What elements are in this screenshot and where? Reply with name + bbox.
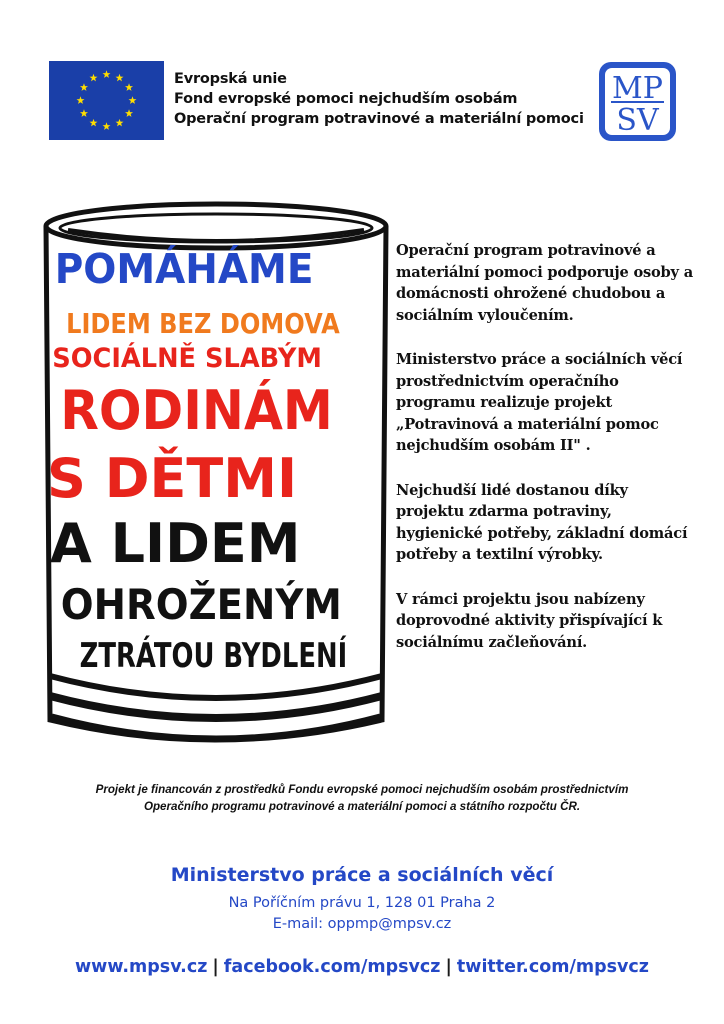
can-line-bez-domova: LIDEM BEZ DOMOVA — [66, 307, 340, 340]
mpsv-logo — [599, 62, 676, 141]
can-line-socialne-slabym: SOCIÁLNĚ SLABÝM — [52, 343, 322, 374]
can-line-rodinam: RODINÁM — [60, 379, 333, 442]
paragraph-program: Operační program potravinové a materiální pomoci podporuje osoby a domácnosti ohrožené chudobou a sociálním vyloučením. — [396, 242, 693, 324]
eu-star-icon — [90, 119, 98, 127]
header-text — [174, 69, 584, 129]
mpsv-logo-top: MP — [612, 71, 663, 106]
eu-star-icon — [103, 70, 111, 78]
ministry-name: Ministerstvo práce a sociálních věcí — [170, 864, 554, 886]
can-line-ohrozenym: OHROŽENÝM — [60, 580, 342, 629]
paragraph-beneficiaries: Nejchudší lidé dostanou díky projektu zdarma potraviny, hygienické potřeby, základní domácí potřeby a textilní výrobky. — [396, 481, 688, 563]
can-line-pomahame: POMÁHÁME — [54, 245, 314, 293]
eu-star-icon — [116, 119, 124, 127]
eu-star-icon — [80, 83, 88, 91]
can-line-ztratou-bydleni: ZTRÁTOU BYDLENÍ — [79, 636, 348, 676]
eu-star-icon — [125, 109, 133, 117]
ministry-address: Na Poříčním právu 1, 128 01 Praha 2 — [228, 895, 496, 911]
project-description — [396, 240, 696, 676]
link-twitter[interactable]: twitter.com/mpsvcz — [456, 957, 649, 977]
footnote-line-1: Projekt je financován z prostředků Fondu evropské pomoci nejchudším osobám prostřednictvím — [95, 783, 629, 796]
ministry-email[interactable]: E-mail: oppmp@mpsv.cz — [272, 916, 452, 932]
funding-footnote — [40, 781, 684, 815]
header-line-eu: Evropská unie — [174, 71, 287, 87]
link-facebook[interactable]: facebook.com/mpsvcz — [223, 957, 441, 977]
mpsv-logo-bottom: SV — [616, 103, 659, 138]
can-line-a-lidem: A LIDEM — [50, 512, 301, 575]
eu-star-icon — [90, 74, 98, 82]
eu-star-icon — [125, 83, 133, 91]
paragraph-ministry: Ministerstvo práce a sociálních věcí prostřednictvím operačního programu realizuje projekt „Potravinová a materiální pomoc nejchudším osobám II" . — [396, 351, 683, 454]
eu-star-icon — [116, 74, 124, 82]
footnote-line-2: Operačního programu potravinové a materiální pomoci a státního rozpočtu ČR. — [143, 800, 581, 813]
links-bar — [0, 957, 724, 977]
eu-star-icon — [103, 122, 111, 130]
paragraph-activities: V rámci projektu jsou nabízeny doprovodné aktivity přispívající k sociálnímu začleňování. — [396, 590, 663, 651]
link-separator: | — [445, 957, 452, 977]
header-line-program: Operační program potravinové a materiální pomoci — [174, 111, 584, 127]
eu-stars — [49, 61, 164, 140]
eu-star-icon — [80, 109, 88, 117]
eu-star-icon — [77, 96, 85, 104]
link-website[interactable]: www.mpsv.cz — [74, 957, 208, 977]
eu-flag-icon — [49, 61, 164, 140]
header-line-fund: Fond evropské pomoci nejchudším osobám — [174, 91, 518, 107]
can-line-s-detmi: S DĚTMI — [47, 447, 298, 510]
link-separator: | — [212, 957, 219, 977]
eu-star-icon — [129, 96, 137, 104]
